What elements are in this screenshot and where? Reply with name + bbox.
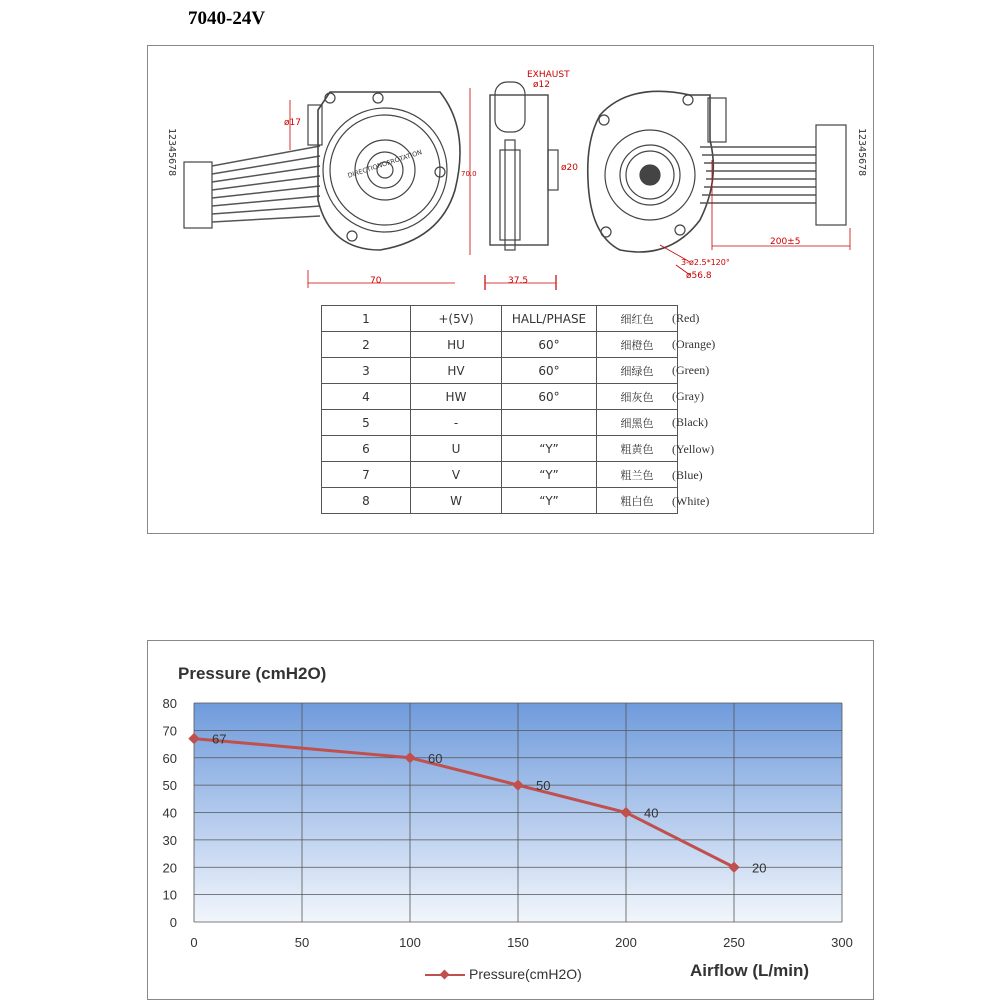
cn-color-cell: 粗兰色 [597,462,678,488]
y-tick-label: 80 [162,696,177,711]
wire-color-label: (Red) [672,311,700,325]
data-label: 67 [212,731,227,747]
y-tick-label: 70 [162,723,177,739]
dim-pcd: ø56.8 [686,271,712,281]
pin-cell: 5 [322,410,411,436]
signal-cell: HW [411,384,502,410]
pin-cell: 2 [322,332,411,358]
x-tick-label: 250 [723,935,745,950]
hall-cell: HALL/PHASE [502,306,597,332]
y-tick-label: 60 [162,750,177,766]
exhaust-dia-label: ø12 [533,80,550,90]
direction-of-rotation-text: DIRECTIONOFROTATION [346,148,424,180]
cn-color-cell: 细黑色 [597,410,678,436]
x-tick-label: 150 [507,935,529,950]
left-pin-numbers: 12345678 [166,128,177,177]
exhaust-label: EXHAUST [527,70,570,80]
x-tick-label: 200 [615,935,637,950]
wire-color-label: (Gray) [672,389,704,403]
pin-cell: 4 [322,384,411,410]
signal-cell: V [411,462,502,488]
hall-cell: 60° [502,358,597,384]
wire-color-label: (Blue) [672,468,703,482]
x-tick-label: 100 [399,935,421,950]
hall-cell: “Y” [502,488,597,514]
x-axis-label: Airflow (L/min) [690,961,809,980]
page-title: 7040-24V [188,8,266,29]
legend-label: Pressure(cmH2O) [469,966,582,982]
data-label: 60 [428,750,443,766]
x-tick-label: 50 [294,935,310,950]
y-tick-label: 20 [162,860,177,876]
cn-color-cell: 细红色 [597,306,678,332]
pin-cell: 7 [322,462,411,488]
pin-cell: 8 [322,488,411,514]
y-tick-label: 30 [162,832,177,848]
signal-cell: W [411,488,502,514]
wire-color-label: (Orange) [672,337,716,351]
chart-title: Pressure (cmH2O) [178,664,327,683]
x-tick-label: 0 [190,935,198,950]
wire-color-label: (Black) [672,415,708,429]
right-pin-numbers: 12345678 [856,128,867,177]
hall-cell: 60° [502,332,597,358]
cn-color-cell: 粗黄色 [597,436,678,462]
dim-holes: 3-ø2.5*120° [681,258,730,267]
data-label: 20 [752,860,767,876]
wire-color-label: (Yellow) [672,442,715,456]
hall-cell: 60° [502,384,597,410]
pin-cell: 3 [322,358,411,384]
data-label: 50 [536,778,551,794]
dim-w70: 70 [370,276,382,286]
pin-cell: 1 [322,306,411,332]
chart-legend [425,966,582,982]
hall-cell: “Y” [502,462,597,488]
signal-cell: - [411,410,502,436]
signal-cell: HU [411,332,502,358]
signal-cell: U [411,436,502,462]
dim-d17: ø17 [284,118,301,128]
x-tick-label: 300 [831,935,853,950]
hall-cell: “Y” [502,436,597,462]
signal-cell: HV [411,358,502,384]
pin-cell: 6 [322,436,411,462]
cn-color-cell: 细绿色 [597,358,678,384]
dim-w375: 37.5 [508,276,529,286]
signal-cell: +(5V) [411,306,502,332]
wire-color-label: (White) [672,494,710,508]
legend-swatch [425,970,465,980]
y-tick-label: 50 [162,778,177,794]
dim-h70: 70.0 [461,170,477,178]
y-tick-label: 0 [169,915,177,930]
y-tick-label: 40 [162,805,177,821]
cn-color-cell: 细橙色 [597,332,678,358]
dim-d20: ø20 [561,163,578,173]
cn-color-cell: 粗白色 [597,488,678,514]
wire-color-label: (Green) [672,363,710,377]
dim-lead-length: 200±5 [770,237,801,247]
data-label: 40 [644,805,659,821]
cn-color-cell: 细灰色 [597,384,678,410]
y-tick-label: 10 [162,887,177,903]
